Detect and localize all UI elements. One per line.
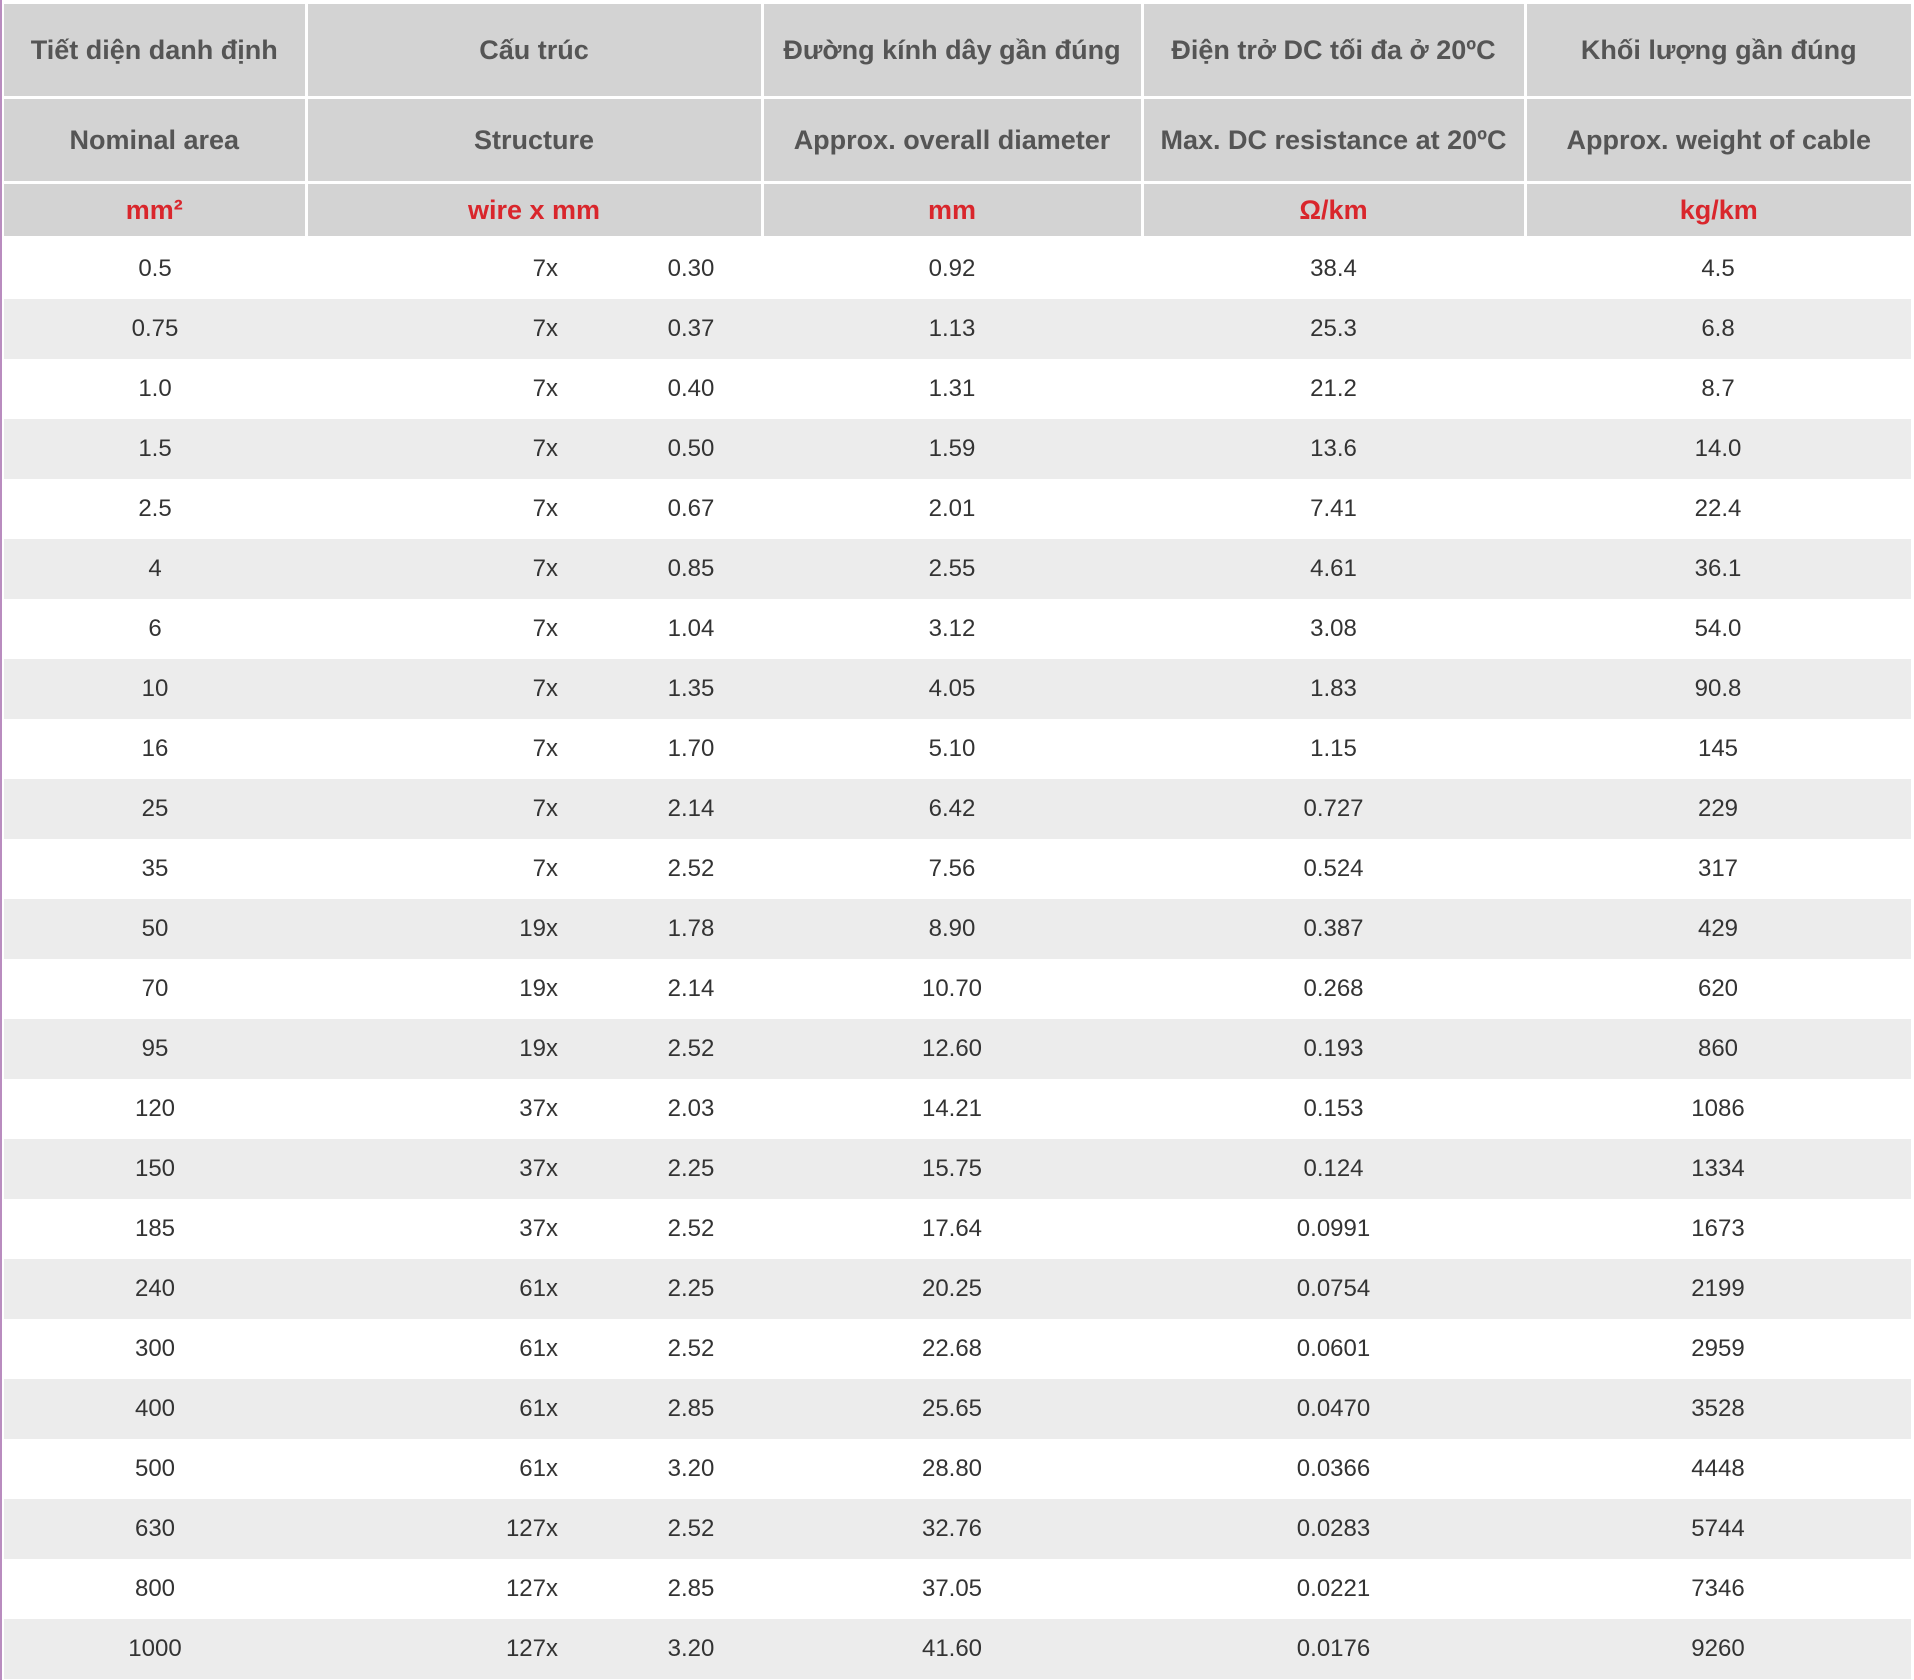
cell-wire-count: 19 — [519, 1035, 546, 1062]
cell-structure — [306, 959, 762, 1019]
cell-weight: 8.7 — [1701, 375, 1735, 402]
cell-wire-count: 61 — [519, 1395, 546, 1422]
cable-spec-table — [4, 4, 1911, 1679]
cell-dc-resistance: 1.15 — [1310, 735, 1357, 762]
cell-overall-diameter: 8.90 — [762, 899, 1142, 959]
header-en-structure: Structure — [306, 98, 762, 183]
cell-overall-diameter: 1.13 — [762, 299, 1142, 359]
cell-weight: 36.1 — [1525, 539, 1911, 599]
cell-structure — [306, 1199, 762, 1259]
cell-dc-resistance: 0.387 — [1142, 899, 1525, 959]
cell-dc-resistance: 0.0754 — [1142, 1259, 1525, 1319]
cell-wire-count: 37 — [519, 1155, 546, 1182]
cell-weight: 9260 — [1525, 1619, 1911, 1679]
cell-dc-resistance: 0.153 — [1303, 1095, 1364, 1122]
unit-structure: wire x mm — [306, 183, 762, 238]
cell-overall-diameter: 1.59 — [762, 419, 1142, 479]
cell-overall-diameter: 37.05 — [921, 1575, 983, 1602]
cell-wire-count: 37 — [519, 1095, 546, 1122]
cell-structure — [306, 839, 762, 899]
cell-times-sign: x — [546, 1575, 558, 1602]
cell-nominal-area: 25 — [4, 779, 306, 839]
cell-times-sign: x — [546, 1395, 558, 1422]
cell-times-sign: x — [546, 1515, 558, 1542]
cell-overall-diameter: 10.70 — [921, 975, 983, 1002]
cell-structure — [306, 479, 762, 539]
cell-nominal-area: 800 — [134, 1575, 176, 1602]
cell-overall-diameter: 12.60 — [762, 1019, 1142, 1079]
cell-dc-resistance: 0.124 — [1142, 1139, 1525, 1199]
table-row — [4, 299, 1911, 359]
cell-structure — [306, 1439, 762, 1499]
cell-wire-count: 19 — [519, 915, 546, 942]
cell-weight: 90.8 — [1525, 659, 1911, 719]
cell-dc-resistance: 21.2 — [1310, 375, 1357, 402]
table-row — [4, 1559, 1911, 1619]
cell-times-sign: x — [546, 615, 558, 642]
cell-structure — [306, 1379, 762, 1439]
cell-wire-diameter: 2.52 — [667, 1035, 715, 1062]
cell-wire-count: 37 — [519, 1215, 546, 1242]
table-row — [4, 959, 1911, 1019]
cell-structure — [306, 419, 762, 479]
cell-wire-count: 7 — [532, 555, 546, 582]
cell-nominal-area: 630 — [4, 1499, 306, 1559]
cell-structure — [306, 539, 762, 599]
cell-weight: 7346 — [1691, 1575, 1745, 1602]
cell-structure — [306, 359, 762, 419]
unit-weight: kg/km — [1525, 183, 1911, 238]
cell-times-sign: x — [546, 375, 558, 402]
cell-dc-resistance: 0.0221 — [1296, 1575, 1371, 1602]
cell-times-sign: x — [546, 255, 558, 282]
cell-weight: 54.0 — [1694, 615, 1742, 642]
table-row — [4, 899, 1911, 959]
cell-overall-diameter: 17.64 — [921, 1215, 983, 1242]
cell-overall-diameter: 4.05 — [762, 659, 1142, 719]
cell-dc-resistance: 0.0470 — [1142, 1379, 1525, 1439]
header-row-vietnamese — [4, 4, 1911, 98]
cell-overall-diameter: 20.25 — [762, 1259, 1142, 1319]
cell-wire-count: 7 — [532, 795, 546, 822]
cell-overall-diameter: 22.68 — [921, 1335, 983, 1362]
cell-wire-diameter: 0.40 — [667, 375, 715, 402]
cell-wire-diameter: 0.50 — [667, 435, 715, 462]
cell-weight: 620 — [1697, 975, 1739, 1002]
cell-nominal-area: 150 — [4, 1139, 306, 1199]
cell-dc-resistance: 4.61 — [1142, 539, 1525, 599]
header-en-resistance: Max. DC resistance at 20ºC — [1142, 98, 1525, 183]
cell-weight: 1334 — [1525, 1139, 1911, 1199]
unit-diameter: mm — [762, 183, 1142, 238]
table-row — [4, 1199, 1911, 1259]
cell-weight: 5744 — [1525, 1499, 1911, 1559]
cell-times-sign: x — [546, 1635, 558, 1662]
cell-wire-count: 7 — [532, 675, 546, 702]
cell-nominal-area: 50 — [4, 899, 306, 959]
cell-structure — [306, 1619, 762, 1679]
cell-weight: 317 — [1697, 855, 1739, 882]
cell-overall-diameter: 6.42 — [762, 779, 1142, 839]
cell-dc-resistance: 38.4 — [1310, 255, 1357, 282]
cell-structure — [306, 1019, 762, 1079]
cell-wire-diameter: 1.78 — [667, 915, 715, 942]
cell-wire-diameter: 2.52 — [667, 1215, 715, 1242]
cell-dc-resistance: 25.3 — [1142, 299, 1525, 359]
cell-wire-count: 7 — [532, 735, 546, 762]
cell-wire-diameter: 2.25 — [667, 1155, 715, 1182]
cell-overall-diameter: 3.12 — [928, 615, 976, 642]
table-row — [4, 779, 1911, 839]
table-row — [4, 599, 1911, 659]
cell-overall-diameter: 5.10 — [928, 735, 976, 762]
cell-nominal-area: 120 — [134, 1095, 176, 1122]
cell-weight: 1086 — [1691, 1095, 1745, 1122]
cell-dc-resistance: 0.524 — [1303, 855, 1364, 882]
cell-structure — [306, 1139, 762, 1199]
cell-overall-diameter: 25.65 — [762, 1379, 1142, 1439]
header-vi-nominal-area: Tiết diện danh định — [4, 4, 306, 98]
cell-nominal-area: 400 — [4, 1379, 306, 1439]
table-row — [4, 1499, 1911, 1559]
cell-weight: 4.5 — [1701, 255, 1735, 282]
table-row — [4, 1379, 1911, 1439]
cell-overall-diameter: 1.31 — [928, 375, 976, 402]
table-row — [4, 1019, 1911, 1079]
cell-weight: 429 — [1525, 899, 1911, 959]
cell-times-sign: x — [546, 975, 558, 1002]
cell-wire-count: 127 — [505, 1635, 546, 1662]
cell-weight: 1673 — [1691, 1215, 1745, 1242]
header-row-english — [4, 98, 1911, 183]
cell-weight: 14.0 — [1525, 419, 1911, 479]
cell-overall-diameter: 32.76 — [762, 1499, 1142, 1559]
cell-structure — [306, 719, 762, 779]
cell-nominal-area: 500 — [134, 1455, 176, 1482]
cell-weight: 229 — [1525, 779, 1911, 839]
cell-nominal-area: 16 — [141, 735, 169, 762]
cell-weight: 3528 — [1525, 1379, 1911, 1439]
cell-overall-diameter: 41.60 — [762, 1619, 1142, 1679]
cell-dc-resistance: 3.08 — [1310, 615, 1357, 642]
cell-wire-diameter: 2.85 — [667, 1395, 715, 1422]
cell-dc-resistance: 0.727 — [1142, 779, 1525, 839]
header-vi-diameter: Đường kính dây gần đúng — [762, 4, 1142, 98]
cell-structure — [306, 779, 762, 839]
cell-wire-diameter: 0.37 — [667, 315, 715, 342]
cell-wire-count: 7 — [532, 615, 546, 642]
cell-weight: 2199 — [1525, 1259, 1911, 1319]
cell-wire-count: 61 — [519, 1335, 546, 1362]
cell-nominal-area: 2.5 — [138, 495, 172, 522]
cell-wire-diameter: 2.03 — [667, 1095, 715, 1122]
cell-structure — [306, 599, 762, 659]
cell-wire-count: 7 — [532, 315, 546, 342]
cell-wire-count: 127 — [505, 1515, 546, 1542]
unit-resistance: Ω/km — [1142, 183, 1525, 238]
cell-wire-diameter: 2.14 — [667, 975, 715, 1002]
cell-nominal-area: 1000 — [4, 1619, 306, 1679]
cell-wire-diameter: 2.52 — [667, 1515, 715, 1542]
cell-nominal-area: 95 — [4, 1019, 306, 1079]
cell-times-sign: x — [546, 915, 558, 942]
cell-nominal-area: 240 — [4, 1259, 306, 1319]
header-vi-resistance: Điện trở DC tối đa ở 20ºC — [1142, 4, 1525, 98]
cell-times-sign: x — [546, 1455, 558, 1482]
cell-times-sign: x — [546, 1095, 558, 1122]
cell-wire-count: 7 — [532, 375, 546, 402]
cell-overall-diameter: 0.92 — [928, 255, 976, 282]
cell-nominal-area: 0.5 — [138, 255, 172, 282]
cell-nominal-area: 10 — [4, 659, 306, 719]
header-en-diameter: Approx. overall diameter — [762, 98, 1142, 183]
cell-dc-resistance: 0.0176 — [1142, 1619, 1525, 1679]
cell-times-sign: x — [546, 735, 558, 762]
cell-weight: 145 — [1697, 735, 1739, 762]
table-row — [4, 1619, 1911, 1679]
cell-times-sign: x — [546, 555, 558, 582]
cell-times-sign: x — [546, 435, 558, 462]
cell-dc-resistance: 0.193 — [1142, 1019, 1525, 1079]
cell-wire-diameter: 0.85 — [667, 555, 715, 582]
cell-structure — [306, 299, 762, 359]
cell-dc-resistance: 0.0601 — [1296, 1335, 1371, 1362]
table-row — [4, 1079, 1911, 1139]
cell-structure — [306, 659, 762, 719]
cell-nominal-area: 35 — [141, 855, 169, 882]
cell-nominal-area: 4 — [4, 539, 306, 599]
table-row — [4, 659, 1911, 719]
cell-overall-diameter: 2.01 — [928, 495, 976, 522]
cell-wire-diameter: 2.14 — [667, 795, 715, 822]
cell-dc-resistance: 7.41 — [1310, 495, 1357, 522]
header-vi-structure: Cấu trúc — [306, 4, 762, 98]
cell-dc-resistance: 0.268 — [1303, 975, 1364, 1002]
cell-wire-diameter: 0.30 — [667, 255, 715, 282]
table-row — [4, 419, 1911, 479]
cell-wire-count: 7 — [532, 255, 546, 282]
cell-weight: 860 — [1525, 1019, 1911, 1079]
cell-overall-diameter: 7.56 — [928, 855, 976, 882]
cell-wire-count: 7 — [532, 495, 546, 522]
cell-wire-diameter: 2.52 — [667, 855, 715, 882]
cell-structure — [306, 1499, 762, 1559]
cell-times-sign: x — [546, 315, 558, 342]
cell-structure — [306, 1079, 762, 1139]
left-border-rule — [0, 0, 2, 1680]
table-body — [4, 238, 1911, 1680]
cell-weight: 4448 — [1691, 1455, 1745, 1482]
cell-wire-diameter: 1.04 — [667, 615, 715, 642]
cell-wire-count: 7 — [532, 855, 546, 882]
cell-dc-resistance: 0.0991 — [1296, 1215, 1371, 1242]
cell-wire-count: 127 — [505, 1575, 546, 1602]
cell-wire-diameter: 2.52 — [667, 1335, 715, 1362]
table-row — [4, 539, 1911, 599]
cell-wire-diameter: 1.70 — [667, 735, 715, 762]
header-row-units — [4, 183, 1911, 238]
cell-wire-count: 61 — [519, 1275, 546, 1302]
table-row — [4, 1259, 1911, 1319]
cell-times-sign: x — [546, 1215, 558, 1242]
cell-nominal-area: 300 — [134, 1335, 176, 1362]
cell-nominal-area: 0.75 — [4, 299, 306, 359]
cell-nominal-area: 1.5 — [4, 419, 306, 479]
table-header — [4, 4, 1911, 238]
cell-times-sign: x — [546, 675, 558, 702]
table-row — [4, 359, 1911, 419]
cell-nominal-area: 70 — [141, 975, 169, 1002]
header-vi-weight: Khối lượng gần đúng — [1525, 4, 1911, 98]
cell-wire-count: 7 — [532, 435, 546, 462]
cell-structure — [306, 899, 762, 959]
cell-weight: 22.4 — [1694, 495, 1742, 522]
cell-dc-resistance: 0.0283 — [1142, 1499, 1525, 1559]
cell-times-sign: x — [546, 495, 558, 522]
cell-times-sign: x — [546, 1275, 558, 1302]
cell-structure — [306, 1559, 762, 1619]
table-row — [4, 1319, 1911, 1379]
cell-structure — [306, 1319, 762, 1379]
cell-overall-diameter: 14.21 — [921, 1095, 983, 1122]
cell-wire-diameter: 3.20 — [667, 1455, 715, 1482]
table-row — [4, 238, 1911, 300]
cell-overall-diameter: 2.55 — [762, 539, 1142, 599]
table-row — [4, 719, 1911, 779]
cell-times-sign: x — [546, 1155, 558, 1182]
cell-nominal-area: 1.0 — [138, 375, 172, 402]
cell-wire-diameter: 1.35 — [667, 675, 715, 702]
cell-weight: 6.8 — [1525, 299, 1911, 359]
cell-wire-count: 19 — [519, 975, 546, 1002]
table-row — [4, 1139, 1911, 1199]
cell-nominal-area: 6 — [148, 615, 162, 642]
cell-nominal-area: 185 — [134, 1215, 176, 1242]
table-row — [4, 1439, 1911, 1499]
cell-times-sign: x — [546, 795, 558, 822]
cell-structure — [306, 1259, 762, 1319]
cell-times-sign: x — [546, 855, 558, 882]
cell-dc-resistance: 13.6 — [1142, 419, 1525, 479]
unit-nominal-area: mm² — [4, 183, 306, 238]
cell-wire-diameter: 2.25 — [667, 1275, 715, 1302]
cell-times-sign: x — [546, 1035, 558, 1062]
cell-structure — [306, 238, 762, 300]
cell-wire-diameter: 3.20 — [667, 1635, 715, 1662]
cell-dc-resistance: 0.0366 — [1296, 1455, 1371, 1482]
cell-wire-count: 61 — [519, 1455, 546, 1482]
cell-weight: 2959 — [1691, 1335, 1745, 1362]
cell-wire-diameter: 2.85 — [667, 1575, 715, 1602]
cell-wire-diameter: 0.67 — [667, 495, 715, 522]
cell-times-sign: x — [546, 1335, 558, 1362]
cell-overall-diameter: 28.80 — [921, 1455, 983, 1482]
cell-overall-diameter: 15.75 — [762, 1139, 1142, 1199]
header-en-weight: Approx. weight of cable — [1525, 98, 1911, 183]
cell-dc-resistance: 1.83 — [1142, 659, 1525, 719]
table-row — [4, 839, 1911, 899]
table-row — [4, 479, 1911, 539]
header-en-nominal-area: Nominal area — [4, 98, 306, 183]
